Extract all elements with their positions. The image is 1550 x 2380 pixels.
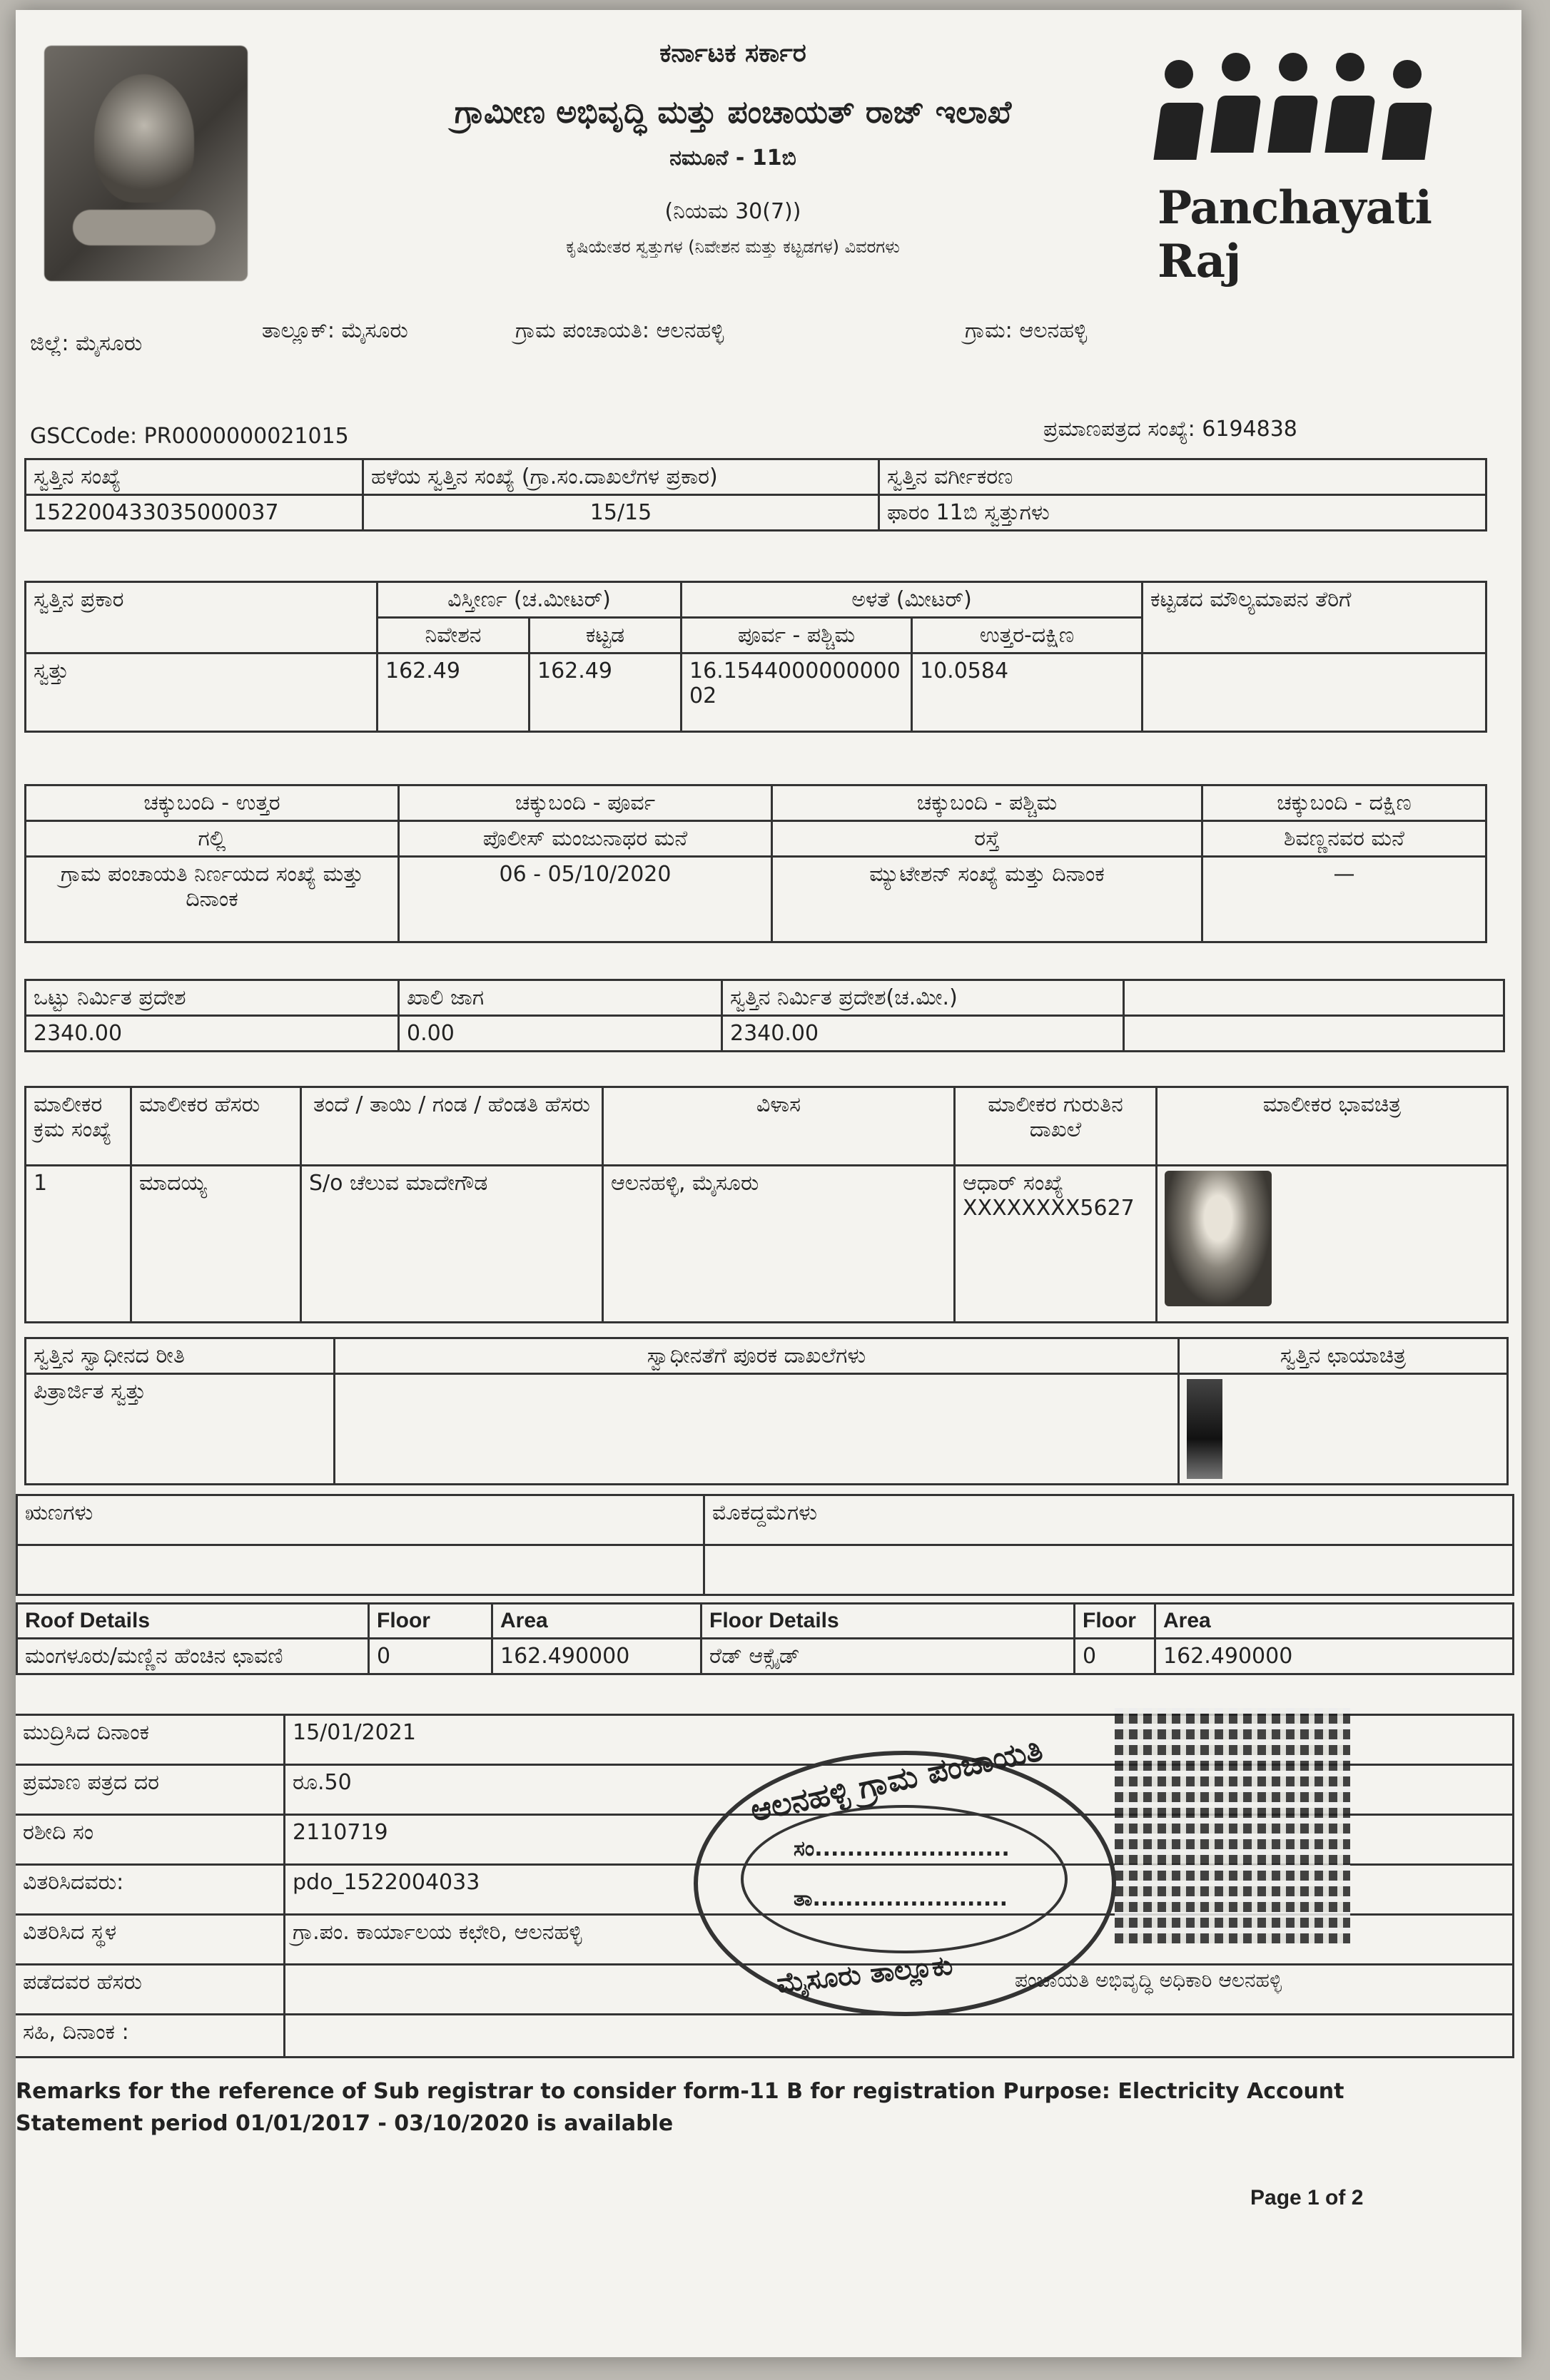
header-roof-details: Roof Details <box>17 1604 369 1639</box>
taluk: ತಾಲ್ಲೂಕ್: ಮೈಸೂರು <box>262 318 408 343</box>
floors-table <box>16 1602 1514 1675</box>
receipt-label: ರಶೀದಿ ಸಂ <box>16 1815 285 1865</box>
header-measurement: ಅಳತೆ (ಮೀಟರ್) <box>682 582 1143 618</box>
header-floor-details: Floor Details <box>701 1604 1075 1639</box>
header-building-tax: ಕಟ್ಟಡದ ಮೌಲ್ಯಮಾಪನ ತೆರಿಗೆ <box>1143 582 1486 654</box>
seal-line-1: ಸಂ........................ <box>794 1836 1010 1861</box>
signature-label: ಸಹಿ, ದಿನಾಂಕ : <box>16 2015 285 2058</box>
issued-place-label: ವಿತರಿಸಿದ ಸ್ಥಳ <box>16 1915 285 1965</box>
header-floor-2: Floor <box>1075 1604 1155 1639</box>
mutation-value: — <box>1202 857 1486 942</box>
header-built-area: ಸ್ವತ್ತಿನ ನಿರ್ಮಿತ ಪ್ರದೇಶ(ಚ.ಮೀ.) <box>722 980 1124 1016</box>
header-address: ವಿಳಾಸ <box>603 1087 955 1166</box>
total-area: 2340.00 <box>26 1016 399 1052</box>
ownership-table <box>24 1337 1509 1485</box>
header-old-property-number: ಹಳೆಯ ಸ್ವತ್ತಿನ ಸಂಖ್ಯೆ (ಗ್ರಾ.ಸಂ.ದಾಖಲೆಗಳ ಪ್ರಕಾರ) <box>363 459 879 495</box>
issued-by: pdo_1522004033 <box>285 1865 1514 1915</box>
gram-panchayat: ಗ್ರಾಮ ಪಂಚಾಯತಿ: ಆಲನಹಳ್ಳಿ <box>515 318 724 343</box>
mutation-label: ಮ್ಯುಟೇಶನ್ ಸಂಖ್ಯೆ ಮತ್ತು ದಿನಾಂಕ <box>772 857 1202 942</box>
boundary-east: ಪೊಲೀಸ್ ಮಂಜುನಾಥರ ಮನೆ <box>399 821 772 857</box>
floor-number: 0 <box>1075 1639 1155 1674</box>
id-proof-value: XXXXXXXX5627 <box>963 1196 1135 1221</box>
liabilities-table <box>16 1494 1514 1596</box>
village: ಗ್ರಾಮ: ಆಲನಹಳ್ಳಿ <box>965 318 1088 343</box>
built-area: 2340.00 <box>722 1016 1124 1052</box>
north-south-length: 10.0584 <box>912 654 1143 732</box>
header-property-number: ಸ್ವತ್ತಿನ ಸಂಖ್ಯೆ <box>26 459 363 495</box>
fee: ರೂ.50 <box>285 1765 1514 1815</box>
property-number: 152200433035000037 <box>26 495 363 531</box>
header-boundary-south: ಚಕ್ಕುಬಂದಿ - ದಕ್ಷಿಣ <box>1202 785 1486 821</box>
header-id-proof: ಮಾಲೀಕರ ಗುರುತಿನ ದಾಖಲೆ <box>955 1087 1157 1166</box>
issued-place: ಗ್ರಾ.ಪಂ. ಕಾರ್ಯಾಲಯ ಕಛೇರಿ, ಆಲನಹಳ್ಳಿ <box>285 1915 1514 1965</box>
ownership-type: ಪಿತ್ರಾರ್ಜಿತ ಸ್ವತ್ತು <box>26 1374 335 1485</box>
site-area: 162.49 <box>378 654 530 732</box>
floor-type: ರೆಡ್ ಆಕ್ಸೈಡ್ <box>701 1639 1075 1674</box>
header-area-1: Area <box>492 1604 701 1639</box>
panchayati-raj-text: Panchayati Raj <box>1158 181 1432 288</box>
form-subtitle: ಕೃಷಿಯೇತರ ಸ್ವತ್ತುಗಳ (ನಿವೇಶನ ಮತ್ತು ಕಟ್ಟಡಗಳ) ವಿವರಗಳು <box>566 237 900 257</box>
qr-code <box>1115 1708 1350 1943</box>
property-photo <box>1187 1379 1222 1479</box>
property-class: ಫಾರಂ 11ಬಿ ಸ್ವತ್ತುಗಳು <box>879 495 1486 531</box>
fee-label: ಪ್ರಮಾಣ ಪತ್ರದ ದರ <box>16 1765 285 1815</box>
vacant-area: 0.00 <box>399 1016 722 1052</box>
owner-sl: 1 <box>26 1166 131 1323</box>
karnataka-emblem-icon <box>44 46 248 281</box>
resolution-value: 06 - 05/10/2020 <box>399 857 772 942</box>
owner-relation: S/o ಚೆಲುವ ಮಾದೇಗೌಡ <box>301 1166 603 1323</box>
header-vacant-area: ಖಾಲಿ ಜಾಗ <box>399 980 722 1016</box>
district: ಜಿಲ್ಲೆ: ಮೈಸೂರು <box>30 331 143 356</box>
header-boundary-north: ಚಕ್ಕುಬಂದಿ - ಉತ್ತರ <box>26 785 399 821</box>
seal-top-text: ಆಲನಹಳ್ಳಿ ಗ್ರಾಮ ಪಂಚಾಯತಿ <box>747 1731 1046 1829</box>
roof-area: 162.490000 <box>492 1639 701 1674</box>
header-total-area: ಒಟ್ಟು ನಿರ್ಮಿತ ಪ್ರದೇಶ <box>26 980 399 1016</box>
header-east-west: ಪೂರ್ವ - ಪಶ್ಚಿಮ <box>682 618 912 654</box>
header-ownership-type: ಸ್ವತ್ತಿನ ಸ್ವಾಧೀನದ ರೀತಿ <box>26 1338 335 1374</box>
header-owner-photo: ಮಾಲೀಕರ ಭಾವಚಿತ್ರ <box>1157 1087 1508 1166</box>
ownership-docs <box>335 1374 1179 1485</box>
property-id-table <box>24 458 1487 532</box>
floor-area: 162.490000 <box>1155 1639 1514 1674</box>
rule-number: (ನಿಯಮ 30(7)) <box>664 199 801 224</box>
header-owner-name: ಮಾಲೀಕರ ಹೆಸರು <box>131 1087 301 1166</box>
owner-id-proof <box>955 1166 1157 1323</box>
boundaries-table <box>24 784 1487 943</box>
property-photo-cell <box>1179 1374 1508 1485</box>
header-owner-sl: ಮಾಲೀಕರ ಕ್ರಮ ಸಂಖ್ಯೆ <box>26 1087 131 1166</box>
roof-floor: 0 <box>369 1639 492 1674</box>
id-proof-label: ಆಧಾರ್ ಸಂಖ್ಯೆ <box>963 1171 1064 1196</box>
owner-photo <box>1165 1171 1272 1306</box>
issued-by-label: ವಿತರಿಸಿದವರು: <box>16 1865 285 1915</box>
department-title: ಗ್ರಾಮೀಣ ಅಭಿವೃದ್ಧಿ ಮತ್ತು ಪಂಚಾಯತ್ ರಾಜ್ ಇಲಾಖೆ <box>454 94 1012 131</box>
liabilities-label: ಋಣಗಳು <box>17 1495 704 1545</box>
header-north-south: ಉತ್ತರ-ದಕ್ಷಿಣ <box>912 618 1143 654</box>
seal-bottom-text: ಮೈಸೂರು ತಾಲ್ಲೂಕು <box>775 1949 955 1999</box>
printed-date-label: ಮುದ್ರಿಸಿದ ದಿನಾಂಕ <box>16 1715 285 1765</box>
court-label: ಮೊಕದ್ದಮೆಗಳು <box>704 1495 1514 1545</box>
header-property-photo: ಸ್ವತ್ತಿನ ಛಾಯಾಚಿತ್ರ <box>1179 1338 1508 1374</box>
seal-signature-caption: ಪಂಚಾಯತಿ ಅಭಿವೃದ್ಧಿ ಅಧಿಕಾರಿ ಆಲನಹಳ್ಳಿ <box>1015 1968 1282 1992</box>
header-boundary-west: ಚಕ್ಕುಬಂದಿ - ಪಶ್ಚಿಮ <box>772 785 1202 821</box>
building-area: 162.49 <box>530 654 682 732</box>
header-ownership-docs: ಸ್ವಾಧೀನತೆಗೆ ಪೂರಕ ದಾಖಲೆಗಳು <box>335 1338 1179 1374</box>
east-west-length: 16.154400000000002 <box>682 654 912 732</box>
header-site: ನಿವೇಶನ <box>378 618 530 654</box>
state-title: ಕರ್ನಾಟಕ ಸರ್ಕಾರ <box>659 39 806 68</box>
owner-table <box>24 1086 1509 1323</box>
resolution-label: ಗ್ರಾಮ ಪಂಚಾಯತಿ ನಿರ್ಣಯದ ಸಂಖ್ಯೆ ಮತ್ತು ದಿನಾಂಕ <box>26 857 399 942</box>
owner-photo-cell <box>1157 1166 1508 1323</box>
areas-table <box>24 979 1505 1052</box>
header-relation-name: ತಂದೆ / ತಾಯಿ / ಗಂಡ / ಹೆಂಡತಿ ಹೆಸರು <box>301 1087 603 1166</box>
header-building: ಕಟ್ಟಡ <box>530 618 682 654</box>
roof-type: ಮಂಗಳೂರು/ಮಣ್ಣಿನ ಹೆಂಚಿನ ಛಾವಣಿ <box>17 1639 369 1674</box>
owner-address: ಆಲನಹಳ್ಳಿ, ಮೈಸೂರು <box>603 1166 955 1323</box>
header-floor-1: Floor <box>369 1604 492 1639</box>
printed-date: 15/01/2021 <box>285 1715 1514 1765</box>
panchayati-raj-logo <box>1143 46 1443 288</box>
boundary-west: ರಸ್ತೆ <box>772 821 1202 857</box>
header-boundary-east: ಚಕ್ಕುಬಂದಿ - ಪೂರ್ವ <box>399 785 772 821</box>
seal-line-2: ತಾ........................ <box>794 1886 1008 1911</box>
owner-name: ಮಾದಯ್ಯ <box>131 1166 301 1323</box>
certificate-number: ಪ್ರಮಾಣಪತ್ರದ ಸಂಖ್ಯೆ: 6194838 <box>1043 417 1297 442</box>
header-area-2: Area <box>1155 1604 1514 1639</box>
remarks: Remarks for the reference of Sub registrar to consider form-11 B for registration Purpose: Electricity Account Statement period 01/01/2017 - 03/10/2020 is available <box>16 2079 1344 2136</box>
boundary-south: ಶಿವಣ್ಣನವರ ಮನೆ <box>1202 821 1486 857</box>
property-type: ಸ್ವತ್ತು <box>26 654 378 732</box>
boundary-north: ಗಲ್ಲಿ <box>26 821 399 857</box>
receipt-number: 2110719 <box>285 1815 1514 1865</box>
header-area: ವಿಸ್ತೀರ್ಣ (ಚ.ಮೀಟರ್) <box>378 582 682 618</box>
receiver-label: ಪಡೆದವರ ಹೆಸರು <box>16 1965 285 2015</box>
old-property-number: 15/15 <box>363 495 879 531</box>
form-number: ನಮೂನೆ - 11ಬಿ <box>669 146 796 171</box>
building-tax <box>1143 654 1486 732</box>
header-property-class: ಸ್ವತ್ತಿನ ವರ್ಗೀಕರಣ <box>879 459 1486 495</box>
page-number: Page 1 of 2 <box>1250 2186 1364 2209</box>
document-page <box>16 10 1521 2357</box>
header-property-type: ಸ್ವತ್ತಿನ ಪ್ರಕಾರ <box>26 582 378 654</box>
dimensions-table <box>24 581 1487 733</box>
gsc-code: GSCCode: PR0000000021015 <box>30 424 349 449</box>
